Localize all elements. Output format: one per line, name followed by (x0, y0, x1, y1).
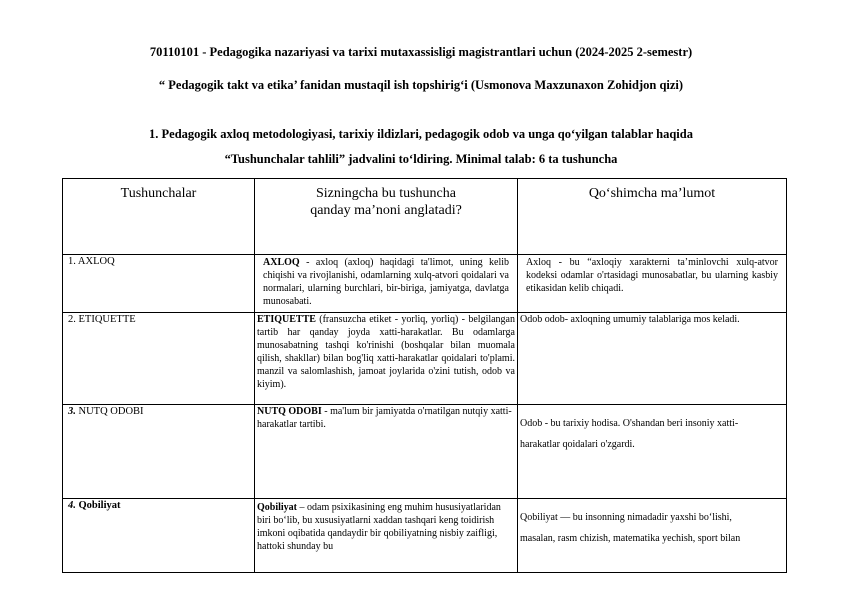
header-extra-info-label: Qo‘shimcha ma’lumot (588, 186, 716, 201)
concept-term: Qobiliyat (75, 500, 121, 511)
extra-info-cell (518, 405, 787, 499)
extra-info-line-1: Qobiliyat — bu insonning nimadadir yaxshi bo‘lishi, (520, 512, 732, 523)
concept-term: 2. ETIQUETTE (68, 314, 136, 325)
meaning-term: AXLOQ (263, 257, 300, 268)
concept-term: 1. AXLOQ (68, 256, 115, 267)
meaning-text: (fransuzcha etiket - yorliq, yorliq) - belgilangan tartib har qanday joyda xatti-harakatlar. Bu odamlarga munosabatning tashqi ko'rinishi (boshqalar bilan muomala qilish, shakllar) bilan bog'liq xatti-harakatlar qoidalari to'plami. manzil va salomlashish, jamoat joylarida o'zini tutish, odob va kiyim). (257, 314, 515, 390)
meaning-cell (255, 313, 518, 405)
table-row (63, 313, 787, 405)
meaning-text: - ma'lum bir jamiyatda o'rnatilgan nutqiy xatti-harakatlar tartibi. (257, 406, 512, 430)
table-row (63, 405, 787, 499)
extra-info-line-2: masalan, rasm chizish, matematika yechish, sport bilan (520, 533, 741, 544)
meaning-cell (255, 255, 518, 313)
concept-cell (63, 255, 255, 313)
concept-number: 3. (68, 406, 76, 417)
document-title-line-2: “ Pedagogik takt va etika’ fanidan mustaqil ish topshirig‘i (Usmonova Maxzunaxon Zohidjon qizi) (158, 78, 684, 92)
task-heading-line-2: “Tushunchalar tahlili” jadvalini to‘ldiring. Minimal talab: 6 ta tushuncha (224, 152, 618, 166)
task-heading-line-1: 1. Pedagogik axloq metodologiyasi, tarixiy ildizlari, pedagogik odob va unga qo‘yilgan talablar haqida (149, 127, 693, 141)
table-row (63, 255, 787, 313)
meaning-cell (255, 405, 518, 499)
header-meaning-line-1: Sizningcha bu tushuncha (316, 186, 456, 201)
document-title-line-1: 70110101 - Pedagogika nazariyasi va tarixi mutaxassisligi magistrantlari uchun (2024-2025 2-semestr) (149, 45, 693, 59)
concept-cell (63, 499, 255, 573)
concept-term: NUTQ ODOBI (75, 406, 144, 417)
meaning-text: - axloq (axloq) haqidagi ta'limot, uning kelib chiqishi va rivojlanishi, odamlarning xulq-atvori qoidalari va normalari, ularning burchlari, bir-biriga, jamiyatga, davlatga munosabati. (263, 257, 509, 307)
extra-info-cell (518, 255, 787, 313)
meaning-text: – odam psixikasining eng muhim hususiyatlaridan biri bo‘lib, bu xususiyatlarni xaddan tashqari keng toidirish imkoni oqibatida qandaydir bir qobiliyatning nisbiy zaifligi, hattoki shunday bu (257, 502, 501, 552)
table-row (63, 499, 787, 573)
meaning-term: ETIQUETTE (257, 314, 316, 325)
extra-info-text: Odob odob- axloqning umumiy talablariga mos keladi. (520, 314, 740, 325)
header-concepts-label: Tushunchalar (120, 186, 197, 201)
header-concepts (63, 179, 255, 255)
extra-info-line-1: Odob - bu tarixiy hodisa. O'shandan beri insoniy xatti- (520, 418, 739, 429)
meaning-cell (255, 499, 518, 573)
meaning-term: Qobiliyat (257, 502, 298, 513)
concept-cell (63, 405, 255, 499)
concept-number: 4. (68, 500, 76, 511)
extra-info-cell (518, 499, 787, 573)
concepts-table (62, 178, 787, 573)
header-extra-info (518, 179, 787, 255)
extra-info-line-2: harakatlar qoidalari o'zgardi. (520, 439, 635, 450)
extra-info-cell (518, 313, 787, 405)
meaning-term: NUTQ ODOBI (257, 406, 322, 417)
concept-cell (63, 313, 255, 405)
extra-info-text: Axloq - bu “axloqiy xarakterni ta’minlovchi xulq-atvor kodeksi odamlar o'rtasidagi munosabatlar, bu ularning kasbiy etikasidan kelib chiqadi. (526, 257, 778, 294)
header-meaning (255, 179, 518, 255)
header-meaning-line-2: qanday ma’noni anglatadi? (310, 203, 462, 218)
table-header-row (63, 179, 787, 255)
